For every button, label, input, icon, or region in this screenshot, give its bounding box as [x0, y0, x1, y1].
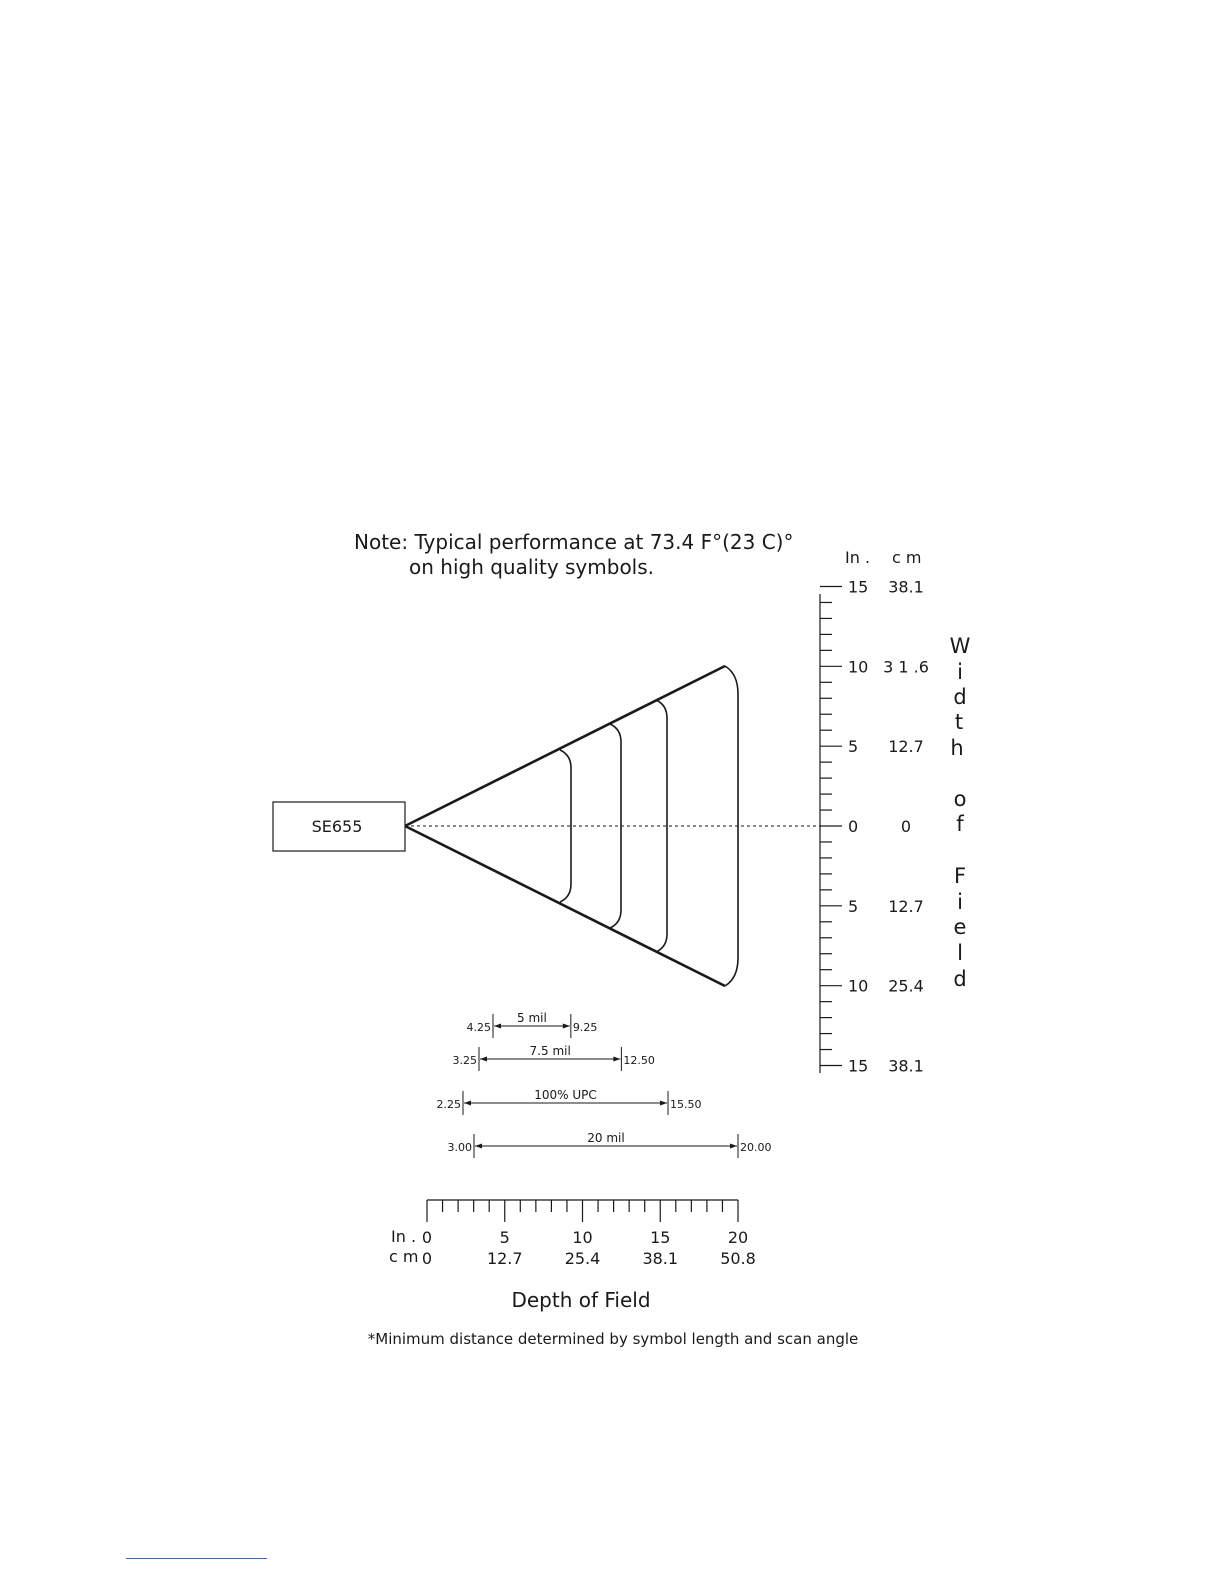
depth-tick-label-cm: 0: [421, 1249, 433, 1268]
range-arrow-left: [494, 1024, 501, 1029]
range-20-mil: [448, 1131, 772, 1158]
width-tick-label-in: 0: [848, 817, 859, 836]
depth-scale-labels: [422, 1228, 756, 1268]
width-title-letter: f: [956, 812, 964, 836]
range-max-label: 12.50: [623, 1054, 655, 1067]
footer-rule: [126, 1558, 267, 1559]
depth-ranges: [437, 1011, 772, 1158]
range-name-label: 100% UPC: [534, 1088, 597, 1102]
footnote: *Minimum distance determined by symbol length and scan angle: [367, 1330, 859, 1348]
width-title-letter: t: [954, 710, 964, 734]
range-max-label: 20.00: [740, 1141, 772, 1154]
width-tick-label-in: 5: [848, 896, 859, 916]
range-name-label: 7.5 mil: [529, 1044, 571, 1058]
width-tick-label-in: 10: [848, 976, 869, 996]
depth-scale-ticks: [427, 1200, 738, 1222]
width-scale-labels: [848, 578, 929, 1076]
range-name-label: 5 mil: [517, 1011, 547, 1025]
depth-tick-label-in: 5: [499, 1228, 510, 1247]
width-scale-ticks: [820, 587, 842, 1066]
range-min-label: 3.00: [447, 1141, 472, 1154]
width-tick-label-cm: 12.7: [888, 737, 924, 757]
width-title-letter: l: [957, 941, 963, 965]
range-min-label: 4.25: [466, 1021, 491, 1034]
width-title-letter: d: [953, 685, 967, 709]
width-of-field-title: [950, 634, 971, 991]
width-tick-label-cm: 38.1: [888, 577, 924, 597]
range-name-label: 20 mil: [587, 1131, 625, 1145]
cone-lower-edge: [405, 826, 725, 986]
width-of-field-scale: [820, 548, 971, 1076]
width-title-letter: i: [957, 890, 963, 914]
range-arrow-left: [464, 1101, 471, 1106]
depth-tick-label-in: 15: [650, 1228, 671, 1247]
width-tick-label-in: 15: [848, 1056, 869, 1076]
device-label: SE655: [311, 817, 363, 836]
width-tick-label-in: 10: [848, 657, 869, 677]
depth-tick-label-cm: 38.1: [642, 1249, 679, 1268]
range-arrow-left: [480, 1057, 487, 1062]
depth-tick-label-in: 0: [421, 1228, 433, 1247]
range-arrow-left: [475, 1144, 482, 1149]
range-7-5-mil: [453, 1044, 655, 1071]
depth-tick-label-cm: 25.4: [564, 1249, 601, 1268]
width-title-letter: W: [949, 634, 971, 658]
width-title-letter: F: [953, 864, 967, 888]
width-tick-label-in: 15: [848, 577, 869, 597]
range-min-label: 2.25: [436, 1098, 461, 1111]
note-line-1: Note: Typical performance at 73.4 F°(23 C)°: [354, 530, 794, 554]
width-tick-label-cm: 25.4: [888, 976, 924, 996]
depth-unit-in: In .: [391, 1227, 417, 1246]
cone-upper-edge: [405, 666, 725, 826]
width-tick-label-cm: 0: [900, 817, 912, 836]
width-tick-label-cm: 38.1: [888, 1056, 924, 1076]
width-tick-label-cm: 12.7: [888, 896, 924, 916]
depth-tick-label-in: 10: [572, 1228, 593, 1247]
range-arrow-right: [563, 1024, 570, 1029]
width-title-letter: d: [953, 967, 967, 991]
width-title-letter: e: [953, 915, 967, 939]
range-5-mil: [467, 1011, 598, 1038]
depth-tick-label-cm: 50.8: [720, 1249, 756, 1268]
width-tick-label-in: 5: [848, 737, 859, 757]
width-title-letter: o: [953, 787, 967, 811]
range-max-label: 15.50: [670, 1098, 702, 1111]
depth-of-field-title: Depth of Field: [511, 1288, 651, 1312]
range-arrow-right: [613, 1057, 620, 1062]
range-100-upc: [437, 1088, 702, 1115]
depth-tick-label-in: 20: [727, 1228, 749, 1247]
width-unit-cm: c m: [892, 548, 922, 567]
range-min-label: 3.25: [452, 1054, 477, 1067]
note-line-2: on high quality symbols.: [409, 555, 655, 579]
width-title-letter: i: [957, 660, 963, 684]
width-unit-in: In .: [845, 548, 871, 567]
range-arrow-right: [660, 1101, 667, 1106]
depth-of-field-scale: [389, 1200, 756, 1312]
depth-unit-cm: c m: [389, 1247, 419, 1266]
width-tick-label-cm: 3 1 .6: [883, 657, 929, 677]
width-title-letter: h: [950, 736, 964, 760]
scan-cone: [405, 666, 822, 986]
range-arrow-right: [730, 1144, 737, 1149]
range-max-label: 9.25: [572, 1021, 598, 1034]
depth-tick-label-cm: 12.7: [486, 1249, 523, 1268]
